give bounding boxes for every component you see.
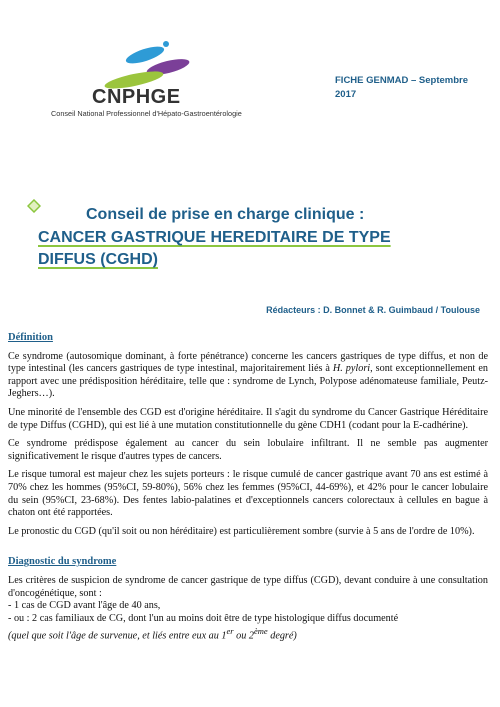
fiche-label: FICHE GENMAD – Septembre 2017 [335,75,469,100]
paragraph: Ce syndrome (autosomique dominant, à forte pénétrance) concerne les cancers gastriques de type diffus, et non de type intestinal (les cancers gastriques de type intestinal, majoritairement liés à H. pylori, sont exceptionnellement en rapport avec une prédisposition héréditaire, telle que : syndrome de Lynch, Polypose adénomateuse familiale, Peutz-Jeghers…). [8,350,488,400]
title-line-3: DIFFUS (CGHD) [38,251,158,268]
document-body [8,332,488,643]
criteria-note: (quel que soit l'âge de survenue, et liés entre eux au 1er ou 2ème degré) [8,626,297,642]
paragraph: Le risque tumoral est majeur chez les sujets porteurs : le risque cumulé de cancer gastrique avant 70 ans est estimé à 70% chez les hommes (95%CI, 59-80%), 56% chez les femmes (95%CI, 44-69%), et 42% pour le cancer lobulaire du sein (95%CI, 23-68%). Des fentes labio-palatines et d'exceptionnels cancers colorectaux à cellules en bague à chaton ont été rapportées. [8,469,488,519]
document-title [38,203,478,271]
paragraph: Une minorité de l'ensemble des CGD est d'origine héréditaire. Il s'agit du syndrome du Cancer Gastrique Héréditaire de type Diffus (CGHD), qui est lié à une mutation constitutionnelle du gène CDH1 (codant pour la E-cadhérine). [8,406,488,431]
authors: Rédacteurs : D. Bonnet & R. Guimbaud / Toulouse [266,305,480,315]
logo-subtitle: Conseil National Professionnel d'Hépato-Gastroentérologie [51,109,242,118]
logo-wordmark: CNPHGE [92,86,181,108]
paragraph: Les critères de suspicion de syndrome de cancer gastrique de type diffus (CGD), devant conduire à une consultation d'oncogénétique, sont : [8,574,488,599]
section-heading-definition: Définition [8,332,53,343]
paragraph: Ce syndrome prédispose également au cancer du sein lobulaire infiltrant. Il ne semble pas augmenter significativement le risque d'autres types de cancers. [8,438,488,462]
section-heading-diagnostic: Diagnostic du syndrome [8,556,117,568]
title-line-1: Conseil de prise en charge clinique : [86,206,365,223]
title-line-2: CANCER GASTRIQUE HEREDITAIRE DE TYPE [38,229,391,246]
paragraph: Le pronostic du CGD (qu'il soit ou non héréditaire) est particulièrement sombre (survie à 5 ans de l'ordre de 10%). [8,525,475,537]
list-item: - ou : 2 cas familiaux de CG, dont l'un au moins doit être de type histologique diffus documenté [8,612,399,624]
list-item: - 1 cas de CGD avant l'âge de 40 ans, [8,600,161,612]
